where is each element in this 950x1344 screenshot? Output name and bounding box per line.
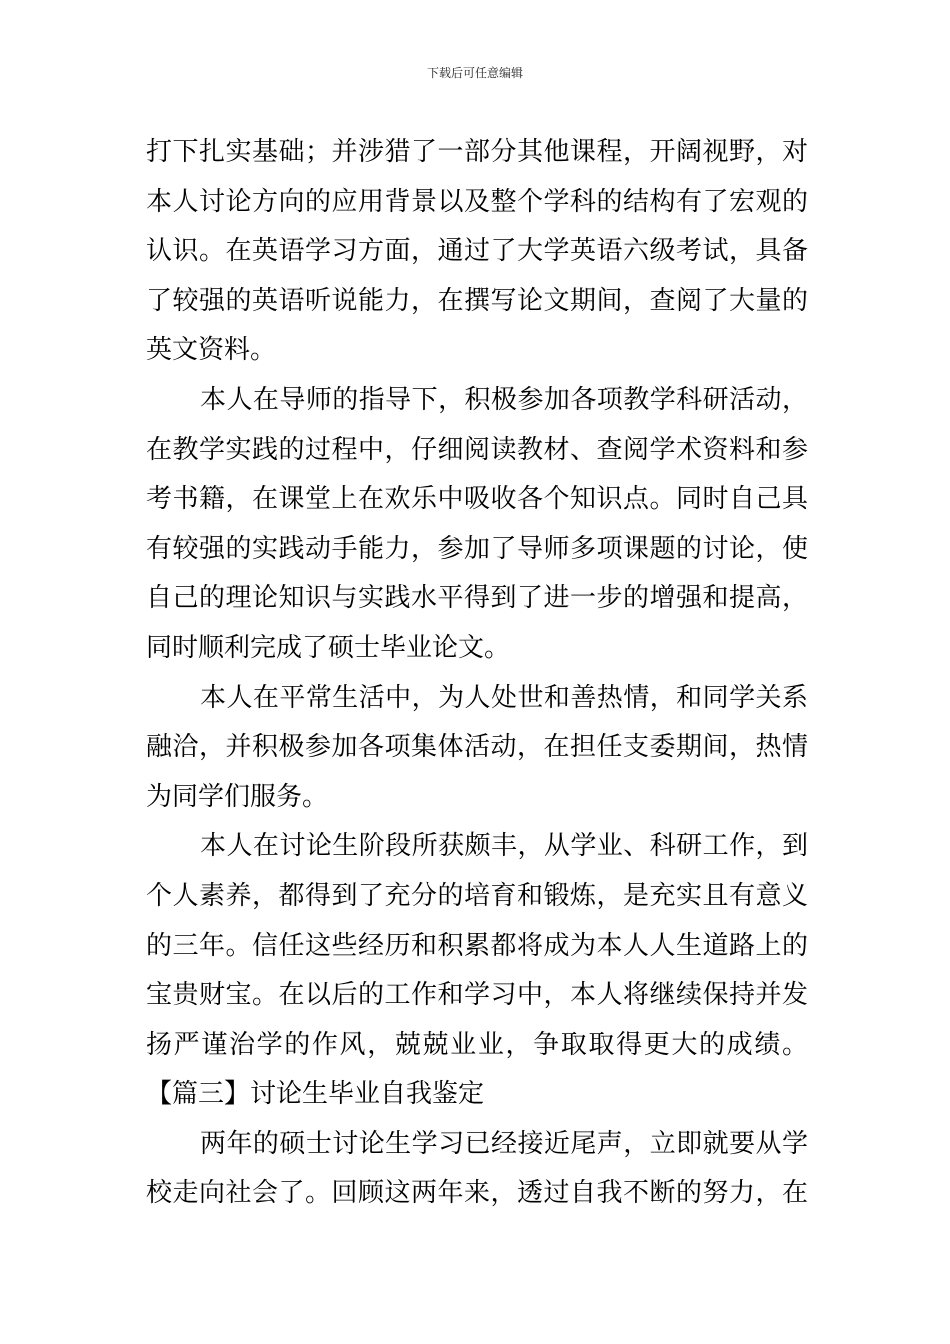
text-line: 扬严谨治学的作风，兢兢业业，争取取得更大的成绩。 (146, 1029, 808, 1060)
text-line: 本人在平常生活中，为人处世和善热情，和同学关系 (200, 682, 808, 713)
text-line: 打下扎实基础；并涉猎了一部分其他课程，开阔视野，对 (146, 137, 808, 167)
text-line: 【篇三】讨论生毕业自我鉴定 (146, 1079, 485, 1110)
text-line: 英文资料。 (146, 335, 277, 366)
text-line: 本人讨论方向的应用背景以及整个学科的结构有了宏观的 (146, 186, 808, 217)
text-line: 宝贵财宝。在以后的工作和学习中，本人将继续保持并发 (146, 980, 808, 1011)
text-line: 有较强的实践动手能力，参加了导师多项课题的讨论，使 (146, 533, 808, 564)
text-line: 校走向社会了。回顾这两年来，透过自我不断的努力，在 (146, 1178, 808, 1209)
document-body (146, 128, 808, 1219)
text-line: 同时顺利完成了硕士毕业论文。 (146, 632, 511, 663)
text-line: 为同学们服务。 (146, 781, 329, 812)
page-header: 下载后可任意编辑 (426, 66, 523, 80)
text-line: 考书籍，在课堂上在欢乐中吸收各个知识点。同时自己具 (146, 484, 808, 515)
text-line: 两年的硕士讨论生学习已经接近尾声，立即就要从学 (200, 1128, 808, 1159)
text-line: 自己的理论知识与实践水平得到了进一步的增强和提高， (146, 583, 808, 614)
text-line: 的三年。信任这些经历和积累都将成为本人人生道路上的 (146, 930, 808, 961)
text-line: 认识。在英语学习方面，通过了大学英语六级考试，具备 (146, 236, 808, 267)
text-line: 在教学实践的过程中，仔细阅读教材、查阅学术资料和参 (146, 434, 808, 465)
text-line: 本人在导师的指导下，积极参加各项教学科研活动， (200, 384, 808, 415)
text-line: 个人素养，都得到了充分的培育和锻炼，是充实且有意义 (146, 880, 808, 911)
text-line: 本人在讨论生阶段所获颇丰，从学业、科研工作，到 (200, 831, 808, 862)
text-line: 融洽，并积极参加各项集体活动，在担任支委期间，热情 (146, 732, 808, 763)
text-line: 了较强的英语听说能力，在撰写论文期间，查阅了大量的 (146, 285, 808, 316)
